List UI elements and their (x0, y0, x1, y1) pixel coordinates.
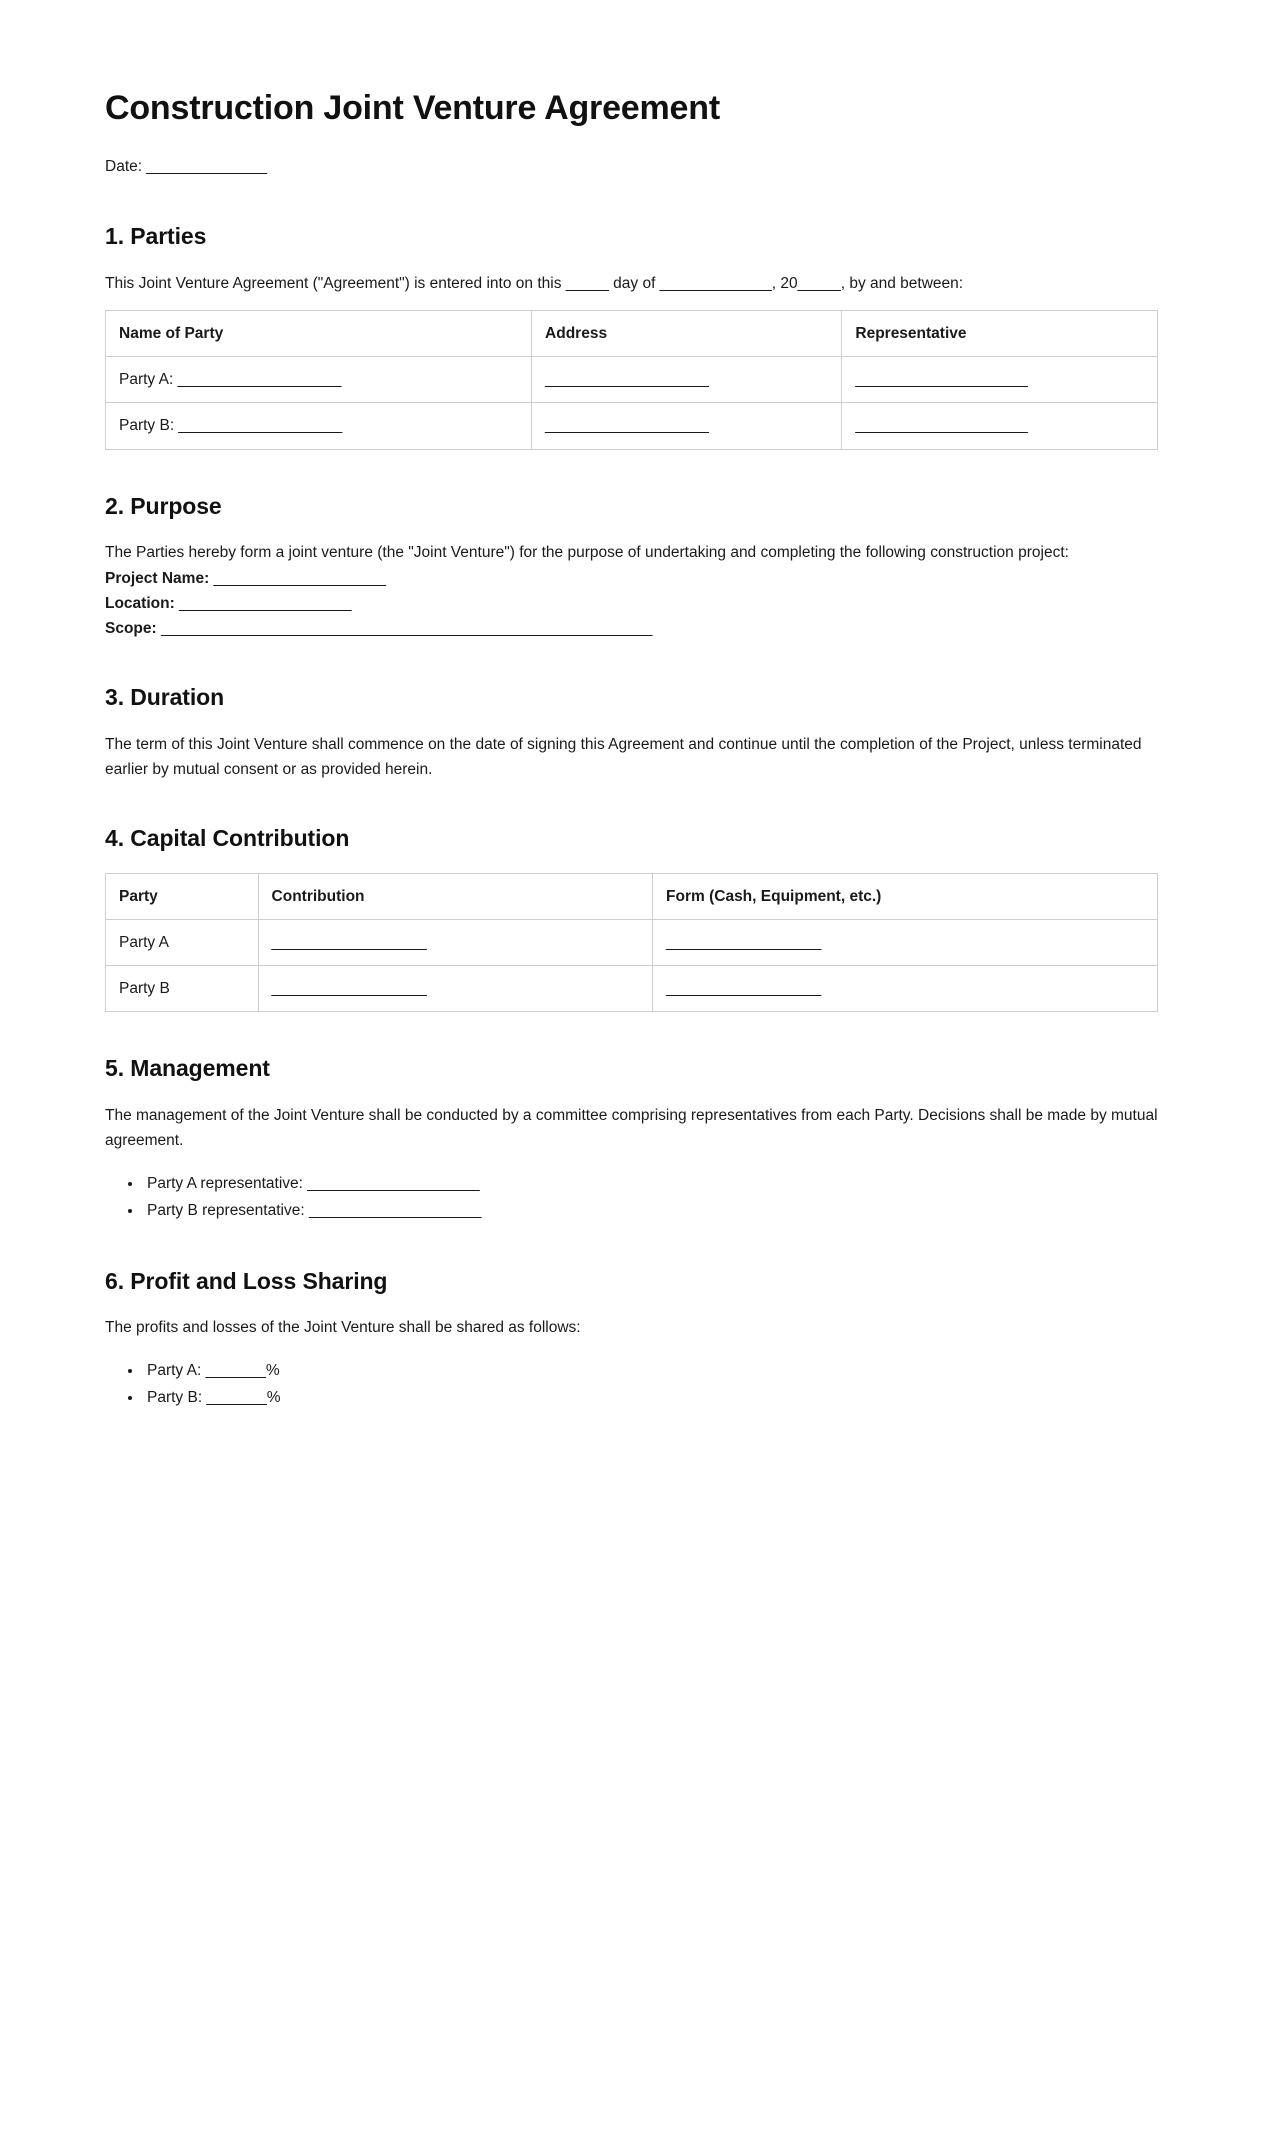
cell-capital-party-a: Party A (106, 919, 259, 965)
field-scope[interactable] (105, 616, 1158, 641)
column-header-party: Party (106, 873, 259, 919)
field-label-location: Location: (105, 594, 175, 612)
cell-capital-party-a-contribution[interactable]: __________________ (258, 919, 653, 965)
section-profit-and-loss-sharing (105, 1267, 1158, 1412)
section-management (105, 1054, 1158, 1224)
parties-table (105, 310, 1158, 450)
field-blank-location: ____________________ (174, 594, 352, 612)
section-duration (105, 683, 1158, 782)
capital-contribution-table (105, 873, 1158, 1013)
cell-capital-party-b-contribution[interactable]: __________________ (258, 966, 653, 1012)
cell-party-b-address[interactable]: ___________________ (532, 403, 842, 449)
section-heading-parties: 1. Parties (105, 223, 207, 250)
profit-loss-body-text: The profits and losses of the Joint Venture shall be shared as follows: (105, 1319, 581, 1337)
section-heading-profit-and-loss-sharing: 6. Profit and Loss Sharing (105, 1267, 388, 1294)
table-row (106, 357, 1158, 403)
management-representative-list (105, 1171, 1158, 1224)
purpose-intro-text: The Parties hereby form a joint venture (the "Joint Venture") for the purpose of undertaking and completing the following construction project: (105, 544, 1069, 562)
list-item[interactable]: • Party B representative: ____________________ (143, 1198, 1158, 1225)
column-header-form: Form (Cash, Equipment, etc.) (653, 873, 1158, 919)
profit-loss-share-list (105, 1358, 1158, 1411)
section-heading-duration: 3. Duration (105, 683, 225, 710)
management-body-text: The management of the Joint Venture shall be conducted by a committee comprising representatives from each Party. Decisions shall be made by mutual agreement. (105, 1107, 1158, 1150)
list-item[interactable]: • Party A: _______% (143, 1358, 1158, 1385)
cell-capital-party-a-form[interactable]: __________________ (653, 919, 1158, 965)
duration-body-text: The term of this Joint Venture shall commence on the date of signing this Agreement and continue until the completion of the Project, unless terminated earlier by mutual consent or as provided herein. (105, 735, 1142, 778)
column-header-address: Address (532, 310, 842, 356)
table-row (106, 403, 1158, 449)
table-row (106, 919, 1158, 965)
cell-party-a-name[interactable]: Party A: ___________________ (106, 357, 532, 403)
cell-party-b-representative[interactable]: ____________________ (842, 403, 1158, 449)
list-item[interactable]: • Party B: _______% (143, 1385, 1158, 1412)
document-date-line: Date: ______________ (105, 157, 268, 175)
field-blank-scope: _________________________________________________________ (156, 619, 653, 637)
list-item[interactable]: • Party A representative: ____________________ (143, 1171, 1158, 1198)
table-row (106, 966, 1158, 1012)
field-blank-project-name: ____________________ (209, 569, 386, 587)
page-title: Construction Joint Venture Agreement (105, 89, 720, 127)
table-header-row (106, 873, 1158, 919)
cell-party-a-address[interactable]: ___________________ (532, 357, 842, 403)
section-parties (105, 222, 1158, 450)
section-purpose (105, 492, 1158, 641)
column-header-name-of-party: Name of Party (106, 310, 532, 356)
cell-capital-party-b-form[interactable]: __________________ (653, 966, 1158, 1012)
field-project-name[interactable] (105, 566, 1158, 591)
column-header-representative: Representative (842, 310, 1158, 356)
table-header-row (106, 310, 1158, 356)
cell-party-a-representative[interactable]: ____________________ (842, 357, 1158, 403)
column-header-contribution: Contribution (258, 873, 653, 919)
parties-intro-text: This Joint Venture Agreement ("Agreement") is entered into on this _____ day of _____________, 20_____, by and between: (105, 274, 964, 292)
section-heading-purpose: 2. Purpose (105, 492, 222, 519)
cell-capital-party-b: Party B (106, 966, 259, 1012)
field-label-scope: Scope: (105, 619, 157, 637)
section-heading-management: 5. Management (105, 1055, 270, 1082)
cell-party-b-name[interactable]: Party B: ___________________ (106, 403, 532, 449)
field-label-project-name: Project Name: (105, 569, 210, 587)
field-location[interactable] (105, 591, 1158, 616)
section-heading-capital-contribution: 4. Capital Contribution (105, 824, 350, 851)
section-capital-contribution (105, 824, 1158, 1013)
